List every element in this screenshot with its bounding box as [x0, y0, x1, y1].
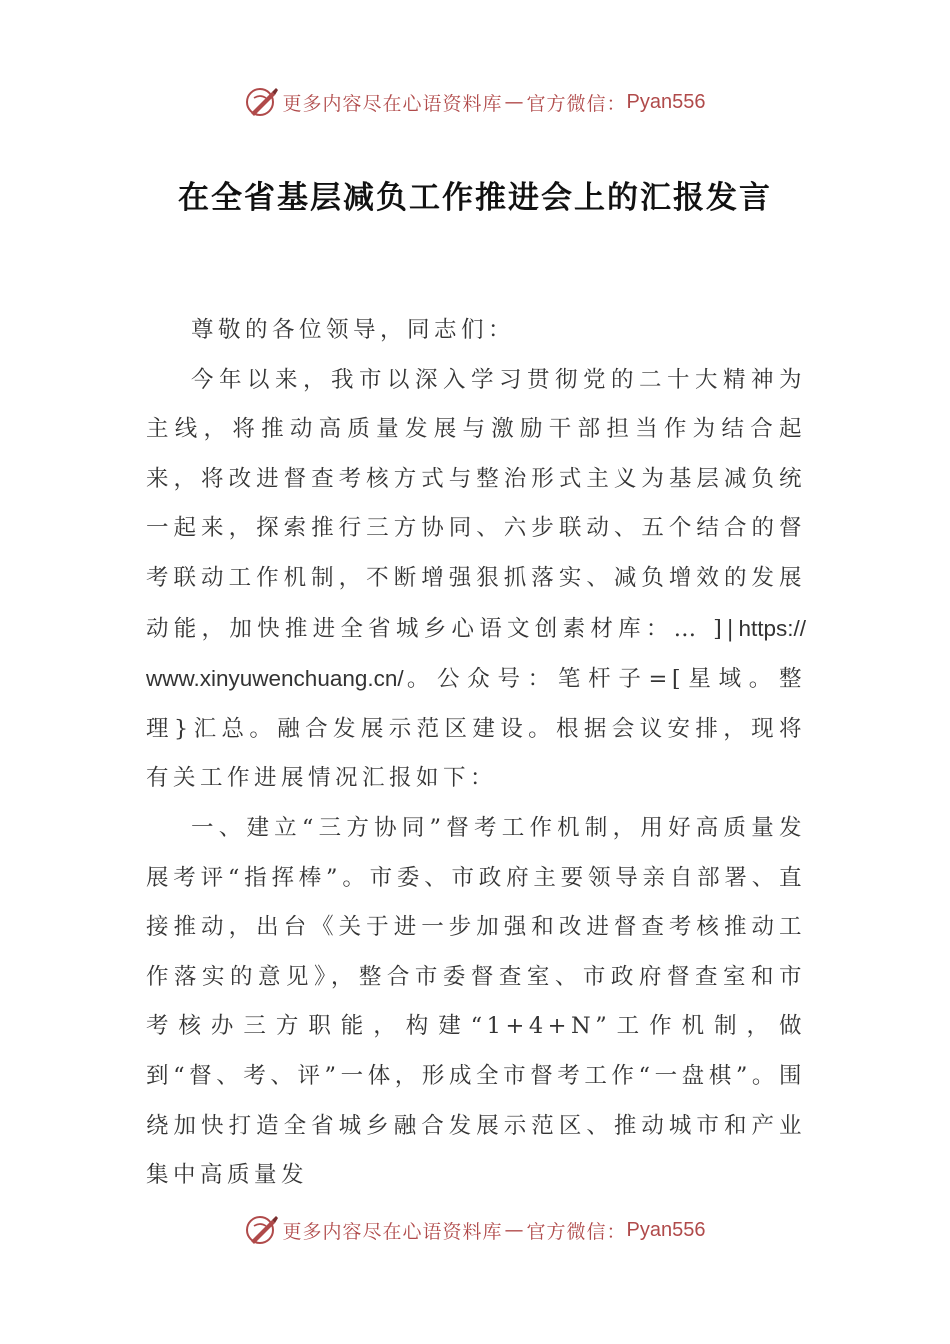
document-title: 在全省基层减负工作推进会上的汇报发言 [178, 180, 772, 216]
document-body [146, 306, 806, 1201]
banner-site-text: 更多内容尽在心语资料库 [282, 92, 503, 115]
banner-wechat-label: 官方微信： [526, 1220, 627, 1243]
banner-separator: — [504, 1219, 525, 1241]
paragraph-intro-text-a: 今年以来，我市以深入学习贯彻党的二十大精神为主线，将推动高质量发展与激励干部担当作为结合起来，将改进督查考核方式与整治形式主义为基层减负统一起来，探索推行三方协同、六步联动、五个结合的督考联动工作机制，不断增强狠抓落实、减负增效的发展动能，加快推进全省城乡心语文创素材库：… ]| [146, 366, 806, 642]
banner-separator: — [504, 91, 525, 113]
banner-account: Pyan556 [626, 1218, 706, 1241]
banner-account: Pyan556 [626, 90, 706, 113]
website-link[interactable]: https://www.xinyuwenchuang.cn/ [146, 615, 806, 692]
paragraph-section-one: 一、建立“三方协同”督考工作机制，用好高质量发展考评“指挥棒”。市委、市政府主要领导亲自部署、直接推动，出台《关于进一步加强和改进督查考核推动工作落实的意见》，整合市委督查室、市政府督查室和市考核办三方职能，构建“1+4+N”工作机制，做到“督、考、评”一体，形成全市督考工作“一盘棋”。围绕加快打造全省城乡融合发展示范区、推动城市和产业集中高质量发 [146, 814, 806, 1189]
header-banner[interactable] [0, 82, 950, 122]
footer-banner[interactable] [0, 1210, 950, 1250]
pen-logo-icon [245, 1213, 279, 1247]
banner-site-text: 更多内容尽在心语资料库 [282, 1220, 503, 1243]
paragraph-intro [146, 356, 806, 804]
paragraph-intro-text-b: 。公众号：笔杆子=[星域。整理}汇总。融合发展示范区建设。根据会议安排，现将有关工作进展情况汇报如下： [146, 666, 806, 792]
greeting: 尊敬的各位领导，同志们： [191, 317, 516, 343]
pen-logo-icon [245, 85, 279, 119]
banner-wechat-label: 官方微信： [526, 92, 627, 115]
